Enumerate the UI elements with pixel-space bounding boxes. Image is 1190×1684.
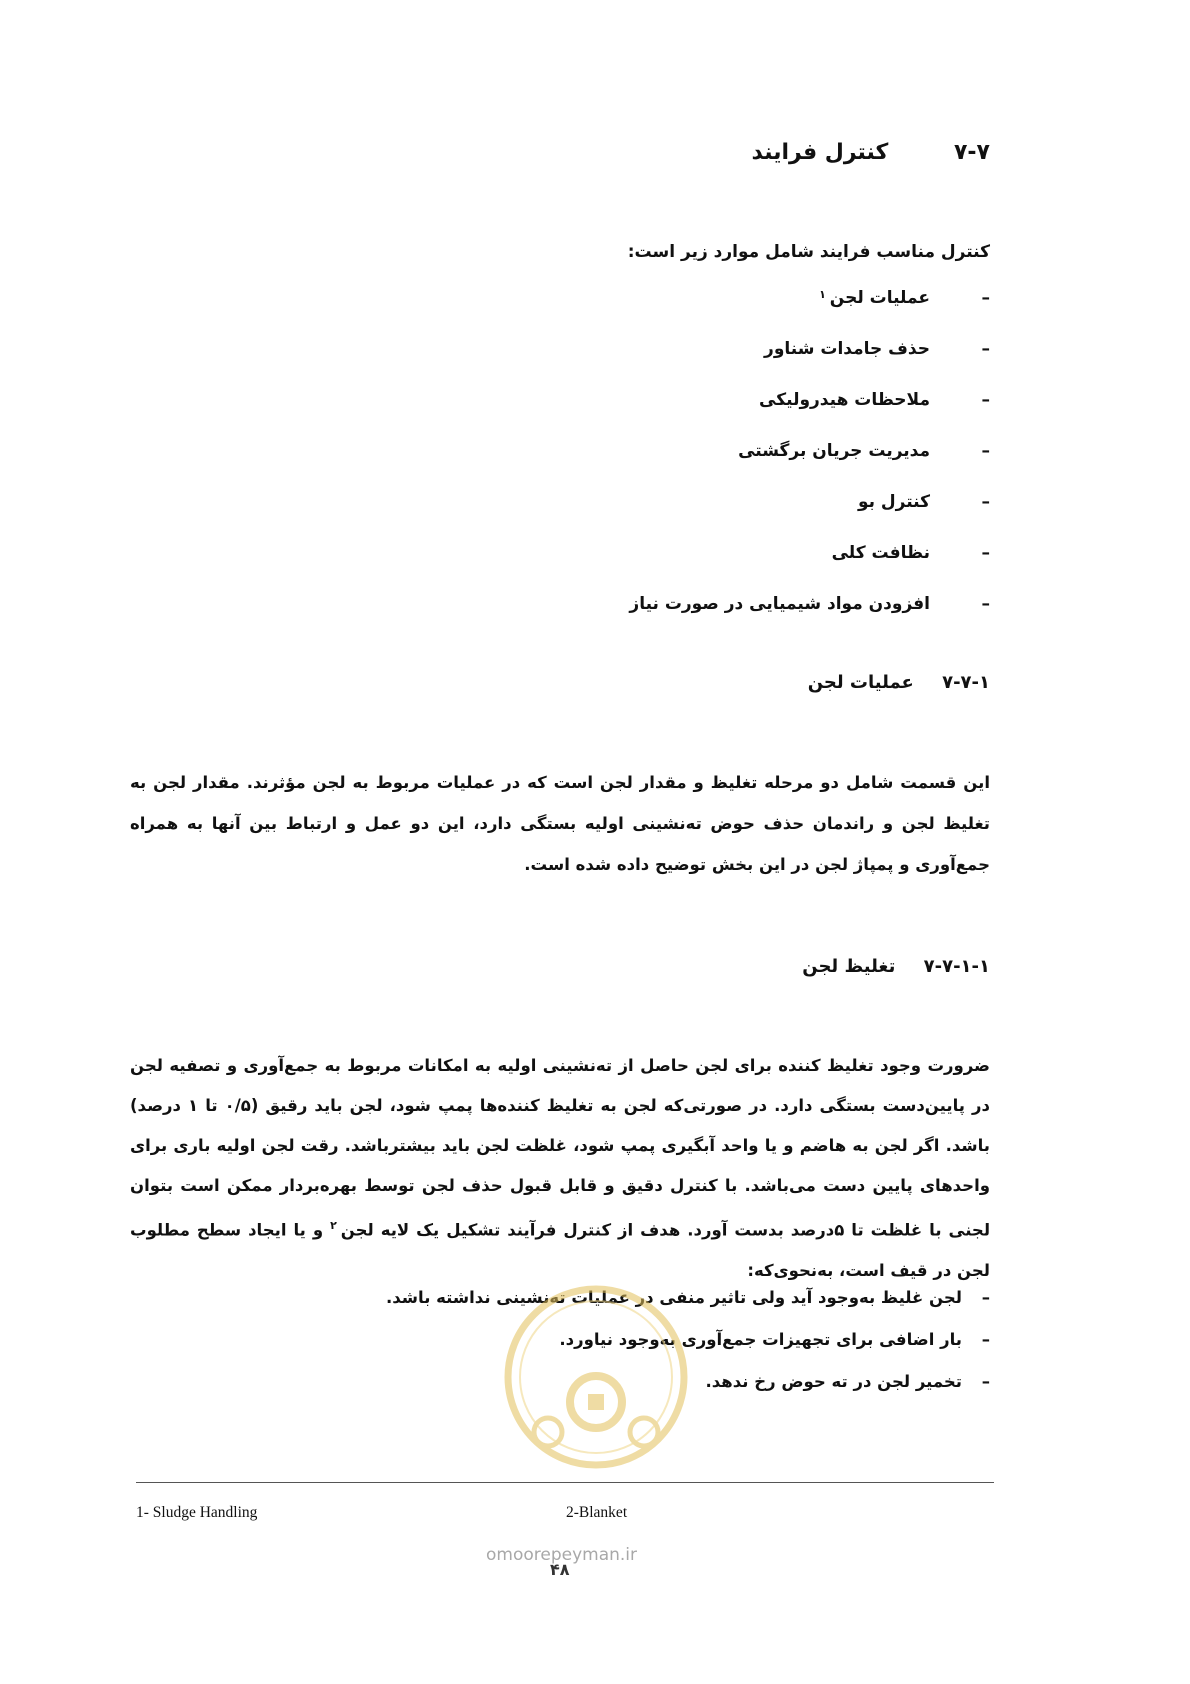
subsection-heading	[808, 672, 990, 693]
watermark-seal-icon	[496, 1282, 696, 1472]
page-number: ۴۸	[550, 1560, 570, 1579]
subsection-number: ۷-۷-۱	[942, 672, 990, 693]
list-item: – لجن غلیظ به‌وجود آید ولی تاثیر منفی در عملیات تەنشینی نداشته باشد.	[386, 1288, 990, 1307]
list-item: – حذف جامدات شناور	[764, 339, 990, 359]
footnote-1: 1- Sludge Handling	[136, 1504, 258, 1521]
section-number: ۷-۷	[954, 140, 990, 165]
paragraph: ضرورت وجود تغلیظ کننده برای لجن حاصل از تەنشینی اولیه به امکانات مربوط به جمع‌آوری و تصفیه لجن در پایین‌دست بستگی دارد. در صورتی‌که لجن به تغلیظ کننده‌ها پمپ شود، لجن باید رقیق (۰/۵ تا ۱ درصد) باشد. اگر لجن به هاضم و یا واحد آبگیری پمپ شود، غلظت لجن باید بیشترباشد. رقت لجن اولیه باری برای واحدهای پایین دست می‌باشد. با کنترل دقیق و قابل قبول حذف لجن توسط بهره‌بردار ممکن است بتوان لجنی با غلظت تا ۵درصد بدست آورد. هدف از کنترل فرآیند تشکیل یک لایه لجن$^۲$ و یا ایجاد سطح مطلوب لجن در قیف است، به‌نحوی‌که:	[130, 1056, 991, 1280]
footnote-ref: ۲	[330, 1219, 337, 1232]
intro-text: کنترل مناسب فرایند شامل موارد زیر است:	[627, 242, 990, 262]
control-items-list	[629, 288, 990, 645]
list-item: – نظافت کلی	[831, 543, 990, 563]
section-heading	[752, 140, 990, 165]
footnote-ref: ۱	[819, 288, 826, 301]
list-item: – ملاحظات هیدرولیکی	[759, 390, 990, 410]
subsection-title: تغلیظ لجن	[802, 956, 896, 977]
subsection-heading	[802, 956, 990, 977]
list-item: – مدیریت جریان برگشتی	[738, 441, 990, 461]
subsection-title: عملیات لجن	[807, 672, 914, 693]
footnote-2: 2-Blanket	[566, 1504, 628, 1521]
section-title: کنترل فرایند	[751, 140, 889, 165]
list-item: – تخمیر لجن در ته حوض رخ ندهد.	[705, 1372, 990, 1391]
list-item: – بار اضافی برای تجهیزات جمع‌آوری به‌وجود نیاورد.	[559, 1330, 990, 1349]
paragraph: این قسمت شامل دو مرحله تغلیظ و مقدار لجن است که در عملیات مربوط به لجن مؤثرند. مقدار لجن به تغلیظ لجن و راندمان حذف حوض تەنشینی اولیه بستگی دارد، این دو عمل و ارتباط بین آنها به همراه جمع‌آوری و پمپاژ لجن در این بخش توضیح داده شده است.	[130, 773, 990, 874]
footnote-divider	[136, 1482, 994, 1483]
list-item: – افزودن مواد شیمیایی در صورت نیاز	[629, 594, 990, 614]
list-item: – کنترل بو	[857, 492, 990, 512]
subsection-number: ۷-۷-۱-۱	[923, 956, 990, 977]
list-item: – عملیات لجن ۱	[819, 288, 990, 308]
watermark-site: omoorepeyman.ir	[486, 1545, 638, 1565]
